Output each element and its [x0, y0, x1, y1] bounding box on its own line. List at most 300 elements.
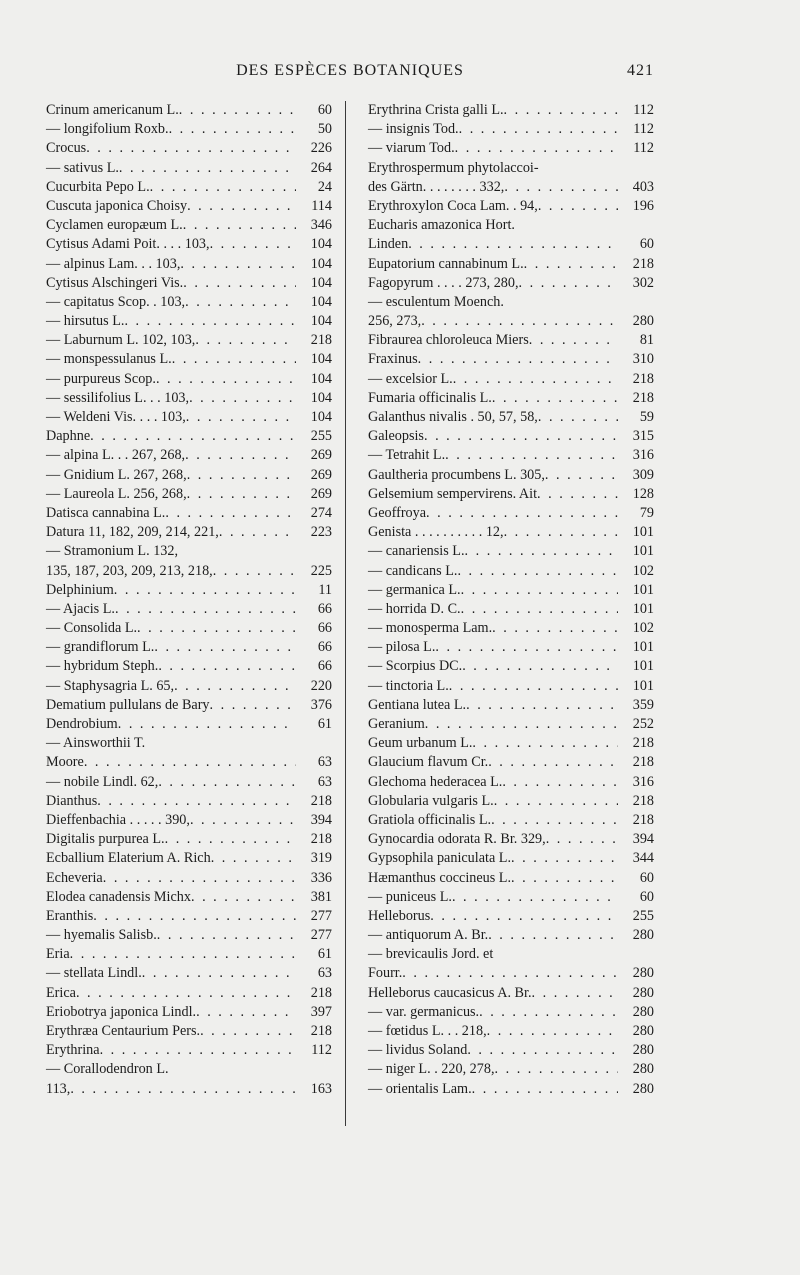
entry-name: Cytisus Adami Poit. . . . 103, — [46, 236, 210, 253]
entry-name: Genista . . . . . . . . . . 12, — [368, 524, 504, 541]
entry-pages: 50 — [317, 121, 332, 138]
dot-leader — [114, 581, 296, 600]
entry-pages: 102 — [632, 620, 654, 637]
entry-pages: 101 — [632, 543, 654, 560]
dot-leader — [418, 350, 618, 369]
dot-leader — [491, 811, 618, 830]
entry-name: — pilosa L. — [368, 639, 436, 656]
entry-pages: 128 — [632, 485, 654, 502]
entry-pages: 280 — [632, 927, 654, 944]
index-entry — [46, 1003, 332, 1022]
entry-name: — monosperma Lam. — [368, 620, 493, 637]
dot-leader — [408, 235, 618, 254]
entry-name: — tinctoria L. — [368, 677, 449, 694]
entry-name: Dieffenbachia . . . . . 390, — [46, 811, 190, 828]
entry-name: — Gnidium L. 267, 268, — [46, 466, 187, 483]
entry-pages: 269 — [310, 466, 332, 483]
entry-pages: 277 — [310, 907, 332, 924]
dot-leader — [200, 1022, 296, 1041]
dot-leader — [538, 197, 618, 216]
entry-pages: 61 — [317, 946, 332, 963]
entry-pages: 60 — [639, 236, 654, 253]
index-entry — [46, 907, 332, 926]
dot-leader — [462, 657, 618, 676]
index-entry — [46, 869, 332, 888]
entry-name: Gaultheria procumbens L. 305, — [368, 466, 545, 483]
entry-name: Fagopyrum . . . . 273, 280, — [368, 274, 519, 291]
index-entry — [368, 888, 654, 907]
entry-name: — nobile Lindl. 62, — [46, 773, 159, 790]
entry-pages: 309 — [632, 466, 654, 483]
dot-leader — [465, 542, 618, 561]
index-entry — [46, 504, 332, 523]
entry-name: Erythræa Centaurium Pers. — [46, 1023, 201, 1039]
entry-name: — horrida D. C. — [368, 600, 461, 617]
entry-pages: 79 — [639, 504, 654, 521]
dot-leader — [174, 677, 296, 696]
index-entry — [368, 216, 654, 235]
index-entry — [368, 120, 654, 139]
dot-leader — [119, 159, 296, 178]
dot-leader — [156, 370, 296, 389]
entry-name: 113, — [46, 1080, 71, 1097]
dot-leader — [421, 312, 618, 331]
dot-leader — [210, 235, 296, 254]
entry-pages: 315 — [632, 428, 654, 445]
index-entry — [46, 773, 332, 792]
entry-name: Daphne — [46, 428, 91, 445]
entry-pages: 225 — [310, 562, 332, 579]
entry-name: Delphinium — [46, 581, 114, 598]
entry-pages: 252 — [632, 716, 654, 732]
entry-pages: 316 — [632, 447, 654, 464]
entry-pages: 11 — [318, 581, 332, 598]
entry-name: des Gärtn. . . . . . . . 332, — [368, 178, 505, 195]
entry-name: Linden — [368, 236, 409, 253]
dot-leader — [502, 773, 618, 792]
dot-leader — [459, 120, 618, 139]
entry-pages: 302 — [632, 274, 654, 291]
entry-pages: 310 — [632, 351, 654, 368]
entry-pages: 269 — [310, 485, 332, 502]
entry-pages: 223 — [310, 524, 332, 541]
dot-leader — [76, 984, 296, 1003]
index-entry — [368, 255, 654, 274]
entry-pages: 101 — [632, 639, 654, 656]
index-entry — [46, 178, 332, 197]
entry-pages: 403 — [632, 178, 654, 195]
index-entry — [368, 811, 654, 830]
dot-leader — [546, 830, 618, 849]
index-entry — [46, 830, 332, 849]
index-entry — [368, 485, 654, 504]
entry-name: — hyemalis Salisb. — [46, 927, 157, 944]
entry-pages: 280 — [632, 1003, 654, 1020]
entry-pages: 280 — [632, 965, 654, 982]
entry-pages: 376 — [310, 696, 332, 713]
entry-pages: 112 — [633, 121, 654, 138]
entry-pages: 336 — [310, 869, 332, 886]
dot-leader — [492, 389, 618, 408]
dot-leader — [187, 466, 296, 485]
entry-pages: 101 — [632, 524, 654, 541]
dot-leader — [519, 274, 618, 293]
entry-name: Eria — [46, 946, 70, 963]
dot-leader — [93, 907, 296, 926]
entry-name: — Laburnum L. 102, 103, — [46, 332, 196, 349]
dot-leader — [165, 504, 296, 523]
index-entry — [46, 792, 332, 811]
index-entry — [368, 350, 654, 369]
dot-leader — [172, 350, 296, 369]
entry-name: Erythrina — [46, 1042, 100, 1059]
index-column-right — [368, 101, 654, 1099]
entry-pages: 66 — [317, 639, 332, 656]
dot-leader — [425, 715, 618, 734]
entry-pages: 163 — [310, 1080, 332, 1097]
dot-leader — [466, 696, 618, 715]
dot-leader — [492, 619, 618, 638]
dot-leader — [529, 331, 618, 350]
entry-name: — Weldeni Vis. . . . 103, — [46, 409, 186, 425]
dot-leader — [158, 773, 296, 792]
entry-name: Crinum americanum L. — [46, 102, 179, 118]
entry-pages: 59 — [639, 409, 654, 425]
entry-name: Cyclamen europæum L. — [46, 217, 183, 234]
dot-leader — [457, 562, 618, 581]
entry-name: Gentiana lutea L. — [368, 696, 467, 713]
index-entry — [368, 734, 654, 753]
entry-pages: 104 — [310, 409, 332, 425]
entry-name: — Scorpius DC. — [368, 658, 463, 675]
entry-name: — Ainsworthii T. — [46, 735, 146, 752]
dot-leader — [452, 888, 618, 907]
index-entry — [46, 101, 332, 120]
entry-name: Fourr. — [368, 965, 403, 982]
dot-leader — [84, 753, 296, 772]
dot-leader — [504, 101, 618, 120]
dot-leader — [467, 1041, 618, 1060]
dot-leader — [455, 139, 618, 158]
dot-leader — [157, 926, 296, 945]
index-entry — [368, 926, 654, 945]
entry-name: — capitatus Scop. . 103, — [46, 293, 186, 310]
dot-leader — [154, 638, 296, 657]
dot-leader — [183, 274, 296, 293]
entry-pages: 66 — [317, 600, 332, 617]
dot-leader — [186, 408, 296, 427]
entry-pages: 196 — [632, 197, 654, 214]
index-entry — [368, 1080, 654, 1099]
dot-leader — [169, 120, 296, 139]
entry-name: Helleborus — [368, 907, 431, 924]
index-entry — [46, 638, 332, 657]
index-entry — [368, 869, 654, 888]
entry-pages: 104 — [310, 274, 332, 291]
index-entry — [368, 792, 654, 811]
dot-leader — [97, 792, 296, 811]
entry-name: — viarum Tod. — [368, 140, 455, 157]
dot-leader — [103, 869, 296, 888]
index-entry — [368, 600, 654, 619]
dot-leader — [511, 869, 618, 888]
entry-name: Geoffroya — [368, 504, 427, 521]
index-entry — [368, 197, 654, 216]
entry-pages: 344 — [632, 850, 654, 867]
entry-pages: 101 — [632, 658, 654, 675]
entry-name: — stellata Lindl. — [46, 965, 142, 982]
page-number: 421 — [627, 62, 654, 79]
dot-leader — [426, 504, 618, 523]
entry-name: Cucurbita Pepo L. — [46, 178, 150, 195]
entry-name: Erica — [46, 984, 76, 1001]
entry-name: Erythrina Crista galli L. — [368, 102, 504, 118]
index-entry — [368, 945, 654, 964]
dot-leader — [487, 1022, 618, 1041]
entry-name: Geranium — [368, 716, 425, 732]
entry-pages: 101 — [632, 581, 654, 598]
index-entry — [46, 1041, 332, 1060]
index-entry — [368, 331, 654, 350]
entry-name: Globularia vulgaris L. — [368, 792, 494, 809]
index-entry — [368, 159, 654, 178]
dot-leader — [532, 984, 618, 1003]
index-entry — [46, 734, 332, 753]
entry-pages: 218 — [310, 984, 332, 1001]
index-entry — [46, 235, 332, 254]
entry-name: — puniceus L. — [368, 888, 452, 905]
index-entry — [46, 619, 332, 638]
index-entry — [46, 523, 332, 542]
dot-leader — [115, 600, 296, 619]
entry-name: — hybridum Steph. — [46, 658, 159, 675]
index-entry — [46, 677, 332, 696]
dot-leader — [195, 331, 296, 350]
dot-leader — [430, 907, 618, 926]
index-entry — [368, 466, 654, 485]
entry-name: — esculentum Moench. — [368, 293, 504, 310]
entry-name: Moore — [46, 754, 84, 771]
dot-leader — [472, 1080, 618, 1099]
entry-name: Fibraurea chloroleuca Miers — [368, 332, 529, 349]
index-entry — [368, 312, 654, 331]
dot-leader — [402, 964, 618, 983]
entry-pages: 63 — [317, 773, 332, 790]
entry-pages: 24 — [317, 178, 332, 195]
entry-name: — monspessulanus L. — [46, 351, 172, 368]
index-entry — [368, 1022, 654, 1041]
entry-name: Cytisus Alschingeri Vis. — [46, 274, 184, 291]
index-entry — [368, 696, 654, 715]
entry-pages: 104 — [310, 351, 332, 368]
entry-pages: 104 — [310, 293, 332, 310]
dot-leader — [187, 485, 296, 504]
index-entry — [46, 715, 332, 734]
dot-leader — [124, 312, 296, 331]
index-entry — [46, 139, 332, 158]
dot-leader — [165, 830, 296, 849]
entry-name: — excelsior L. — [368, 370, 453, 387]
entry-pages: 218 — [632, 389, 654, 406]
dot-leader — [191, 888, 296, 907]
dot-leader — [453, 370, 618, 389]
dot-leader — [185, 293, 296, 312]
dot-leader — [185, 446, 296, 465]
index-entry — [46, 964, 332, 983]
dot-leader — [479, 1003, 618, 1022]
index-entry — [368, 542, 654, 561]
entry-pages: 63 — [317, 965, 332, 982]
entry-pages: 112 — [311, 1042, 332, 1059]
dot-leader — [150, 178, 296, 197]
entry-name: — fœtidus L. . . 218, — [368, 1023, 487, 1039]
index-entry — [368, 389, 654, 408]
entry-name: Dianthus — [46, 792, 98, 809]
entry-pages: 60 — [639, 869, 654, 886]
entry-name: — orientalis Lam. — [368, 1080, 472, 1097]
index-entry — [46, 159, 332, 178]
index-entry — [46, 293, 332, 312]
index-entry — [368, 562, 654, 581]
index-entry — [46, 945, 332, 964]
entry-name: — alpinus Lam. . . 103, — [46, 255, 181, 272]
index-entry — [46, 1060, 332, 1079]
entry-name: — canariensis L. — [368, 543, 465, 560]
entry-pages: 280 — [632, 1061, 654, 1078]
column-divider — [345, 101, 346, 1126]
entry-name: — Ajacis L. — [46, 600, 115, 617]
dot-leader — [189, 389, 296, 408]
dot-leader — [511, 849, 618, 868]
dot-leader — [183, 216, 296, 235]
entry-pages: 218 — [632, 792, 654, 809]
entry-pages: 274 — [310, 504, 332, 521]
entry-pages: 104 — [310, 313, 332, 330]
index-entry — [368, 178, 654, 197]
entry-pages: 218 — [310, 792, 332, 809]
entry-pages: 346 — [310, 217, 332, 234]
entry-pages: 218 — [632, 370, 654, 387]
entry-name: Gelsemium sempervirens. Ait — [368, 485, 538, 502]
index-entry — [368, 849, 654, 868]
entry-pages: 226 — [310, 140, 332, 157]
entry-name: Datura 11, 182, 209, 214, 221, — [46, 524, 219, 541]
dot-leader — [504, 523, 618, 542]
entry-pages: 277 — [310, 927, 332, 944]
entry-name: Erythrospermum phytolaccoi- — [368, 159, 539, 176]
entry-pages: 114 — [311, 197, 332, 214]
index-entry — [368, 293, 654, 312]
entry-name: Galeopsis — [368, 428, 424, 445]
dot-leader — [179, 101, 296, 120]
index-entry — [46, 485, 332, 504]
index-entry — [46, 466, 332, 485]
entry-name: — hirsutus L. — [46, 313, 125, 330]
entry-pages: 218 — [632, 735, 654, 752]
index-entry — [368, 101, 654, 120]
index-entry — [46, 562, 332, 581]
entry-pages: 218 — [632, 811, 654, 828]
entry-name: Eucharis amazonica Hort. — [368, 217, 515, 234]
entry-name: Dematium pullulans de Bary — [46, 696, 210, 713]
entry-pages: 218 — [310, 1023, 332, 1039]
index-entry — [46, 984, 332, 1003]
index-entry — [46, 753, 332, 772]
index-entry — [368, 274, 654, 293]
entry-pages: 280 — [632, 1042, 654, 1059]
index-entry — [46, 542, 332, 561]
entry-name: Eupatorium cannabinum L. — [368, 255, 524, 272]
dot-leader — [435, 638, 618, 657]
entry-pages: 218 — [632, 255, 654, 272]
entry-name: — grandiflorum L. — [46, 639, 155, 656]
entry-name: Fumaria officinalis L. — [368, 389, 492, 406]
entry-pages: 319 — [310, 850, 332, 867]
index-entry — [46, 120, 332, 139]
entry-name: — longifolium Roxb. — [46, 121, 169, 138]
index-entry — [46, 216, 332, 235]
index-entry — [368, 235, 654, 254]
entry-pages: 255 — [310, 428, 332, 445]
dot-leader — [86, 139, 296, 158]
index-entry — [46, 657, 332, 676]
entry-pages: 101 — [632, 677, 654, 694]
dot-leader — [488, 926, 618, 945]
index-entry — [368, 446, 654, 465]
entry-name: — Tetrahit L. — [368, 447, 446, 464]
entry-pages: 66 — [317, 658, 332, 675]
index-entry — [368, 139, 654, 158]
index-entry — [368, 1041, 654, 1060]
entry-pages: 112 — [633, 140, 654, 157]
entry-pages: 104 — [310, 236, 332, 253]
entry-name: Echeveria — [46, 869, 103, 886]
index-entry — [368, 370, 654, 389]
dot-leader — [495, 1060, 619, 1079]
dot-leader — [504, 178, 618, 197]
entry-pages: 255 — [632, 907, 654, 924]
entry-name: Datisca cannabina L. — [46, 504, 166, 521]
index-entry — [368, 523, 654, 542]
index-entry — [46, 926, 332, 945]
index-entry — [368, 715, 654, 734]
entry-name: Fraxinus — [368, 351, 418, 368]
dot-leader — [70, 1080, 296, 1099]
index-entry — [46, 600, 332, 619]
entry-name: Gynocardia odorata R. Br. 329, — [368, 831, 546, 848]
entry-name: — germanica L. — [368, 581, 461, 598]
dot-leader — [187, 197, 296, 216]
entry-pages: 359 — [632, 696, 654, 713]
dot-leader — [461, 581, 618, 600]
entry-name: — Stramonium L. 132, — [46, 543, 179, 560]
dot-leader — [449, 677, 618, 696]
dot-leader — [494, 792, 618, 811]
index-entry — [46, 581, 332, 600]
dot-leader — [461, 600, 618, 619]
entry-name: — Corallodendron L. — [46, 1061, 169, 1078]
entry-pages: 280 — [632, 313, 654, 330]
entry-name: — candicans L. — [368, 562, 458, 579]
entry-pages: 61 — [317, 716, 332, 732]
entry-pages: 102 — [632, 562, 654, 579]
dot-leader — [118, 715, 296, 734]
entry-pages: 264 — [310, 159, 332, 176]
index-entry — [46, 427, 332, 446]
entry-pages: 104 — [310, 255, 332, 272]
entry-pages: 280 — [632, 1080, 654, 1097]
entry-name: — alpina L. . . 267, 268, — [46, 447, 186, 464]
